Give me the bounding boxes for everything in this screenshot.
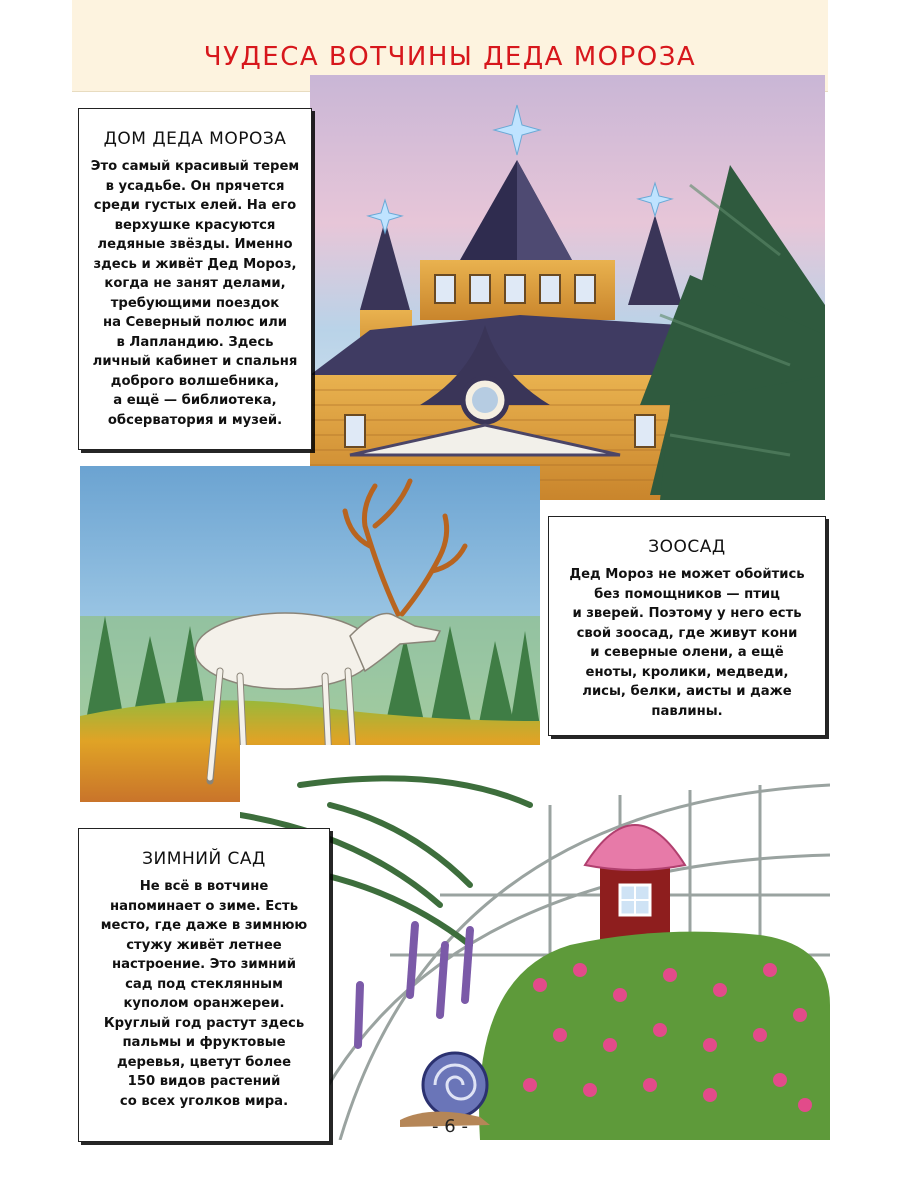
garden-text: Не всё в вотчине напоминает о зиме. Есть место, где даже в зимнюю стужу живёт летнее настроение. Это зимний сад под стеклянным куполом оранжереи. Круглый год растут здесь пальмы и фруктовые деревья, цветут более 150 видов растений со всех уголков мира.	[100, 879, 308, 1109]
house-heading: ДОМ ДЕДА МОРОЗА	[103, 129, 287, 149]
page-title: ЧУДЕСА ВОТЧИНЫ ДЕДА МОРОЗА	[203, 42, 697, 72]
garden-textbox	[78, 828, 330, 1142]
zoo-textbox	[548, 516, 826, 736]
garden-heading: ЗИМНИЙ САД	[142, 849, 266, 869]
page-number: - 6 -	[432, 1116, 468, 1137]
zoo-heading: ЗООСАД	[648, 537, 726, 557]
house-textbox	[78, 108, 312, 450]
house-text: Это самый красивый терем в усадьбе. Он прячется среди густых елей. На его верхушке красуются ледяные звёзды. Именно здесь и живёт Дед Мороз, когда не занят делами, требующими поездок на Северный полюс или в Лапландию. Здесь личный кабинет и спальня доброго волшебника, а ещё — библиотека, обсерватория и музей.	[90, 159, 300, 428]
house-illustration	[310, 75, 825, 500]
zoo-text: Дед Мороз не может обойтись без помощников — птиц и зверей. Поэтому у него есть свой зоосад, где живут кони и северные олени, а ещё еноты, кролики, медведи, лисы, белки, аисты и даже павлины.	[569, 567, 805, 719]
